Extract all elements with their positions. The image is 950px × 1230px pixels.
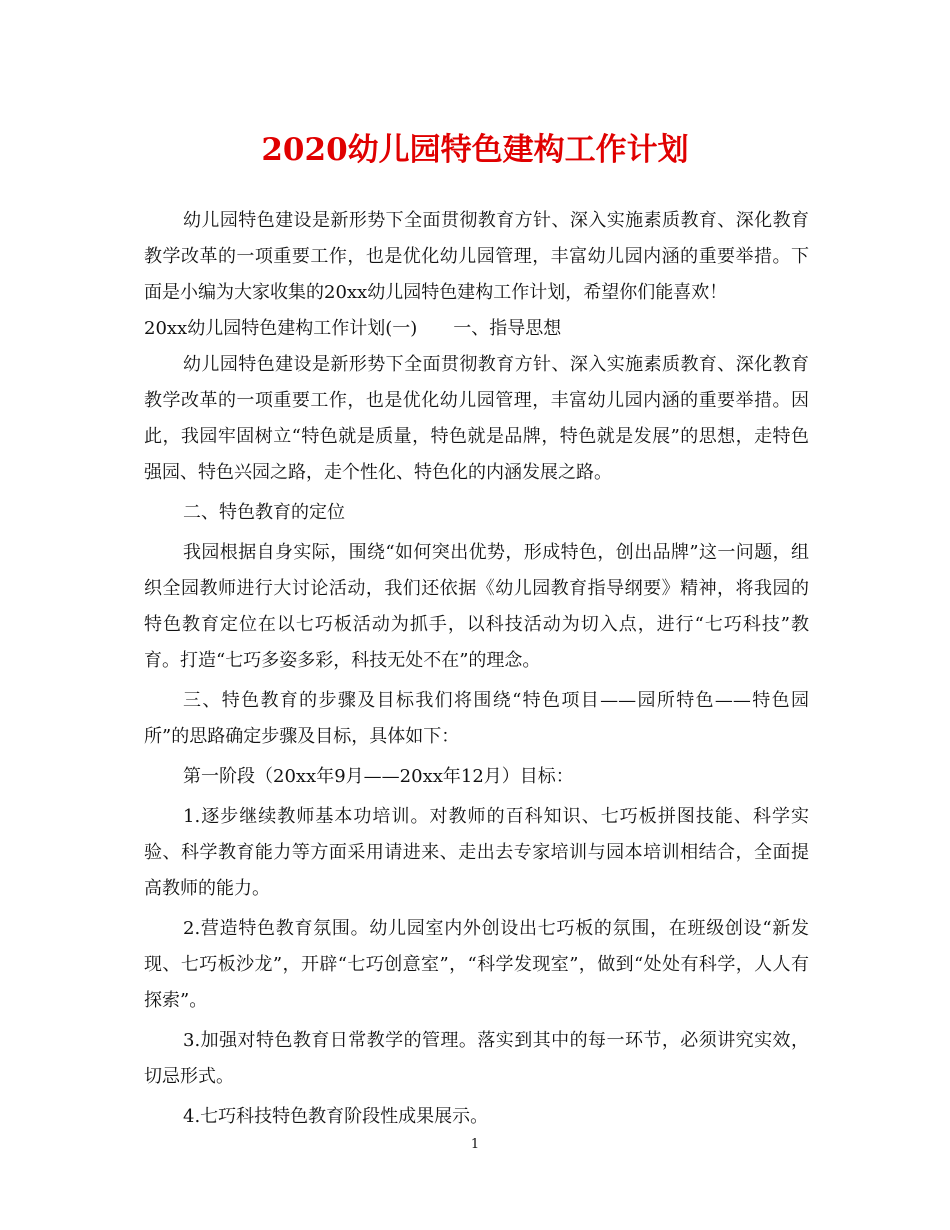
steps-goals-paragraph: 三、特色教育的步骤及目标我们将围绕“特色项目——园所特色——特色园所”的思路确定步骤及目标，具体如下： — [144, 690, 809, 747]
positioning-paragraph: 我园根据自身实际，围绕“如何突出优势，形成特色，创出品牌”这一问题，组织全园教师进行大讨论活动，我们还依据《幼儿园教育指导纲要》精神，将我园的特色教育定位在以七巧板活动为抓手，以科技活动为切入点，进行“七巧科技”教育。打造“七巧多姿多彩，科技无处不在”的理念。 — [144, 542, 809, 671]
goal-item-4: 4.七巧科技特色教育阶段性成果展示。 — [183, 1106, 489, 1127]
goal-item-2: 2.营造特色教育氛围。幼儿园室内外创设出七巧板的氛围，在班级创设“新发现、七巧板沙龙”，开辟“七巧创意室”，“科学发现室”，做到“处处有科学，人人有探索”。 — [144, 918, 809, 1011]
stage-one-heading: 第一阶段（20xx年9月——20xx年12月）目标： — [183, 766, 574, 787]
document-body — [144, 203, 809, 1135]
document-title: 2020幼儿园特色建构工作计划 — [261, 132, 689, 168]
guiding-ideology-paragraph: 幼儿园特色建设是新形势下全面贯彻教育方针、深入实施素质教育、深化教育教学改革的一项重要工作，也是优化幼儿园管理，丰富幼儿园内涵的重要举措。因此，我园牢固树立“特色就是质量，特色就是品牌，特色就是发展”的思想，走特色强园、特色兴园之路，走个性化、特色化的内涵发展之路。 — [144, 354, 809, 483]
section-heading-line — [144, 311, 809, 347]
page-number: 1 — [470, 1137, 480, 1152]
heading-positioning: 二、特色教育的定位 — [183, 502, 345, 523]
intro-paragraph: 幼儿园特色建设是新形势下全面贯彻教育方针、深入实施素质教育、深化教育教学改革的一项重要工作，也是优化幼儿园管理，丰富幼儿园内涵的重要举措。下面是小编为大家收集的20xx幼儿园特色建构工作计划，希望你们能喜欢！ — [144, 210, 809, 303]
heading-guiding-ideology: 一、指导思想 — [453, 318, 562, 339]
goal-item-1: 1.逐步继续教师基本功培训。对教师的百科知识、七巧板拼图技能、科学实验、科学教育能力等方面采用请进来、走出去专家培训与园本培训相结合，全面提高教师的能力。 — [144, 806, 809, 899]
plan-subtitle: 20xx幼儿园特色建构工作计划(一) — [144, 318, 418, 339]
goal-item-3: 3.加强对特色教育日常教学的管理。落实到其中的每一环节，必须讲究实效，切忌形式。 — [144, 1030, 809, 1087]
